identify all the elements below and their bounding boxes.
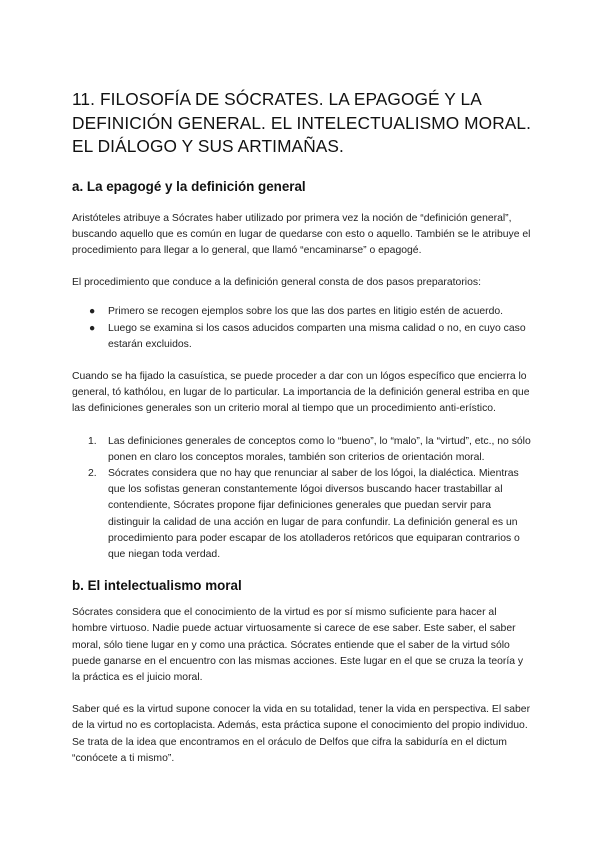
page-title: 11. FILOSOFÍA DE SÓCRATES. LA EPAGOGÉ Y LA DEFINICIÓN GENERAL. EL INTELECTUALISMO MORAL. EL DIÁLOGO Y SUS ARTIMAÑAS. [72,89,532,156]
list-item [72,321,532,353]
list-item-text: Las definiciones generales de conceptos como lo “bueno”, lo “malo”, la “virtud”, etc., no sólo ponen en claro los conceptos morales, también son criterios de orientación moral. [108,435,531,463]
section-b-paragraph-2: Saber qué es la virtud supone conocer la vida en su totalidad, tener la vida en perspectiva. El saber de la virtud no es cortoplacista. Además, esta práctica supone el conocimiento del propio individuo. Se trata de la idea que encontramos en el oráculo de Delfos que cifra la sabiduría en el dictum “conócete a ti mismo”. [72,704,531,764]
number-marker: 1. [88,435,97,447]
section-a-paragraph-3: Cuando se ha fijado la casuística, se puede proceder a dar con un lógos específico que encierra lo general, tó kathólou, en lugar de lo particular. La importancia de la definición general estriba en que las definiciones generales son un criterio moral al tiempo que un procedimiento anti-erístico. [72,370,530,415]
section-b-heading: b. El intelectualismo moral [72,578,242,594]
list-item [72,304,532,320]
list-item-text: Primero se recogen ejemplos sobre los que las dos partes en litigio estén de acuerdo. [108,306,504,318]
section-a-paragraph-2: El procedimiento que conduce a la definición general consta de dos pasos preparatorios: [72,277,481,289]
section-a-paragraph-1: Aristóteles atribuye a Sócrates haber utilizado por primera vez la noción de “definición general”, buscando aquello que es común en lugar de quedarse con esto o aquello. También se le atribuye el procedimiento para llegar a lo general, que llamó “encaminarse” o epagogé. [72,212,531,256]
section-a-heading: a. La epagogé y la definición general [72,178,306,194]
number-marker: 2. [88,467,97,479]
bullet-marker: ● [89,322,96,334]
section-b-paragraph-1: Sócrates considera que el conocimiento de la virtud es por sí mismo suficiente para hacer al hombre virtuoso. Nadie puede actuar virtuosamente si carece de ese saber. Este saber, el saber moral, sólo tiene lugar en y como una práctica. Sócrates entiende que el saber de la virtud sólo puede ganarse en el encuentro con las mismas acciones. Este lugar en el que se cruza la teoría y la práctica es el juicio moral. [72,607,524,683]
list-item [72,434,532,466]
list-item-text: Luego se examina si los casos aducidos comparten una misma calidad o no, en cuyo caso estarán excluidos. [108,322,526,350]
document-content [72,88,532,767]
bullet-list [72,304,532,353]
bullet-marker: ● [89,306,96,318]
list-item [72,466,532,563]
numbered-list [72,434,532,564]
list-item-text: Sócrates considera que no hay que renunciar al saber de los lógoi, la dialéctica. Mientras que los sofistas generan constantemente lógoi diversos buscando hacer trastabillar al contendiente, Sócrates propone fijar definiciones generales que puedan servir para distinguir la calidad de una acción en lugar de para confundir. La definición general es un procedimiento para poder escapar de los atolladeros retóricos que equiparan contrarios o que niegan toda verdad. [108,467,520,560]
